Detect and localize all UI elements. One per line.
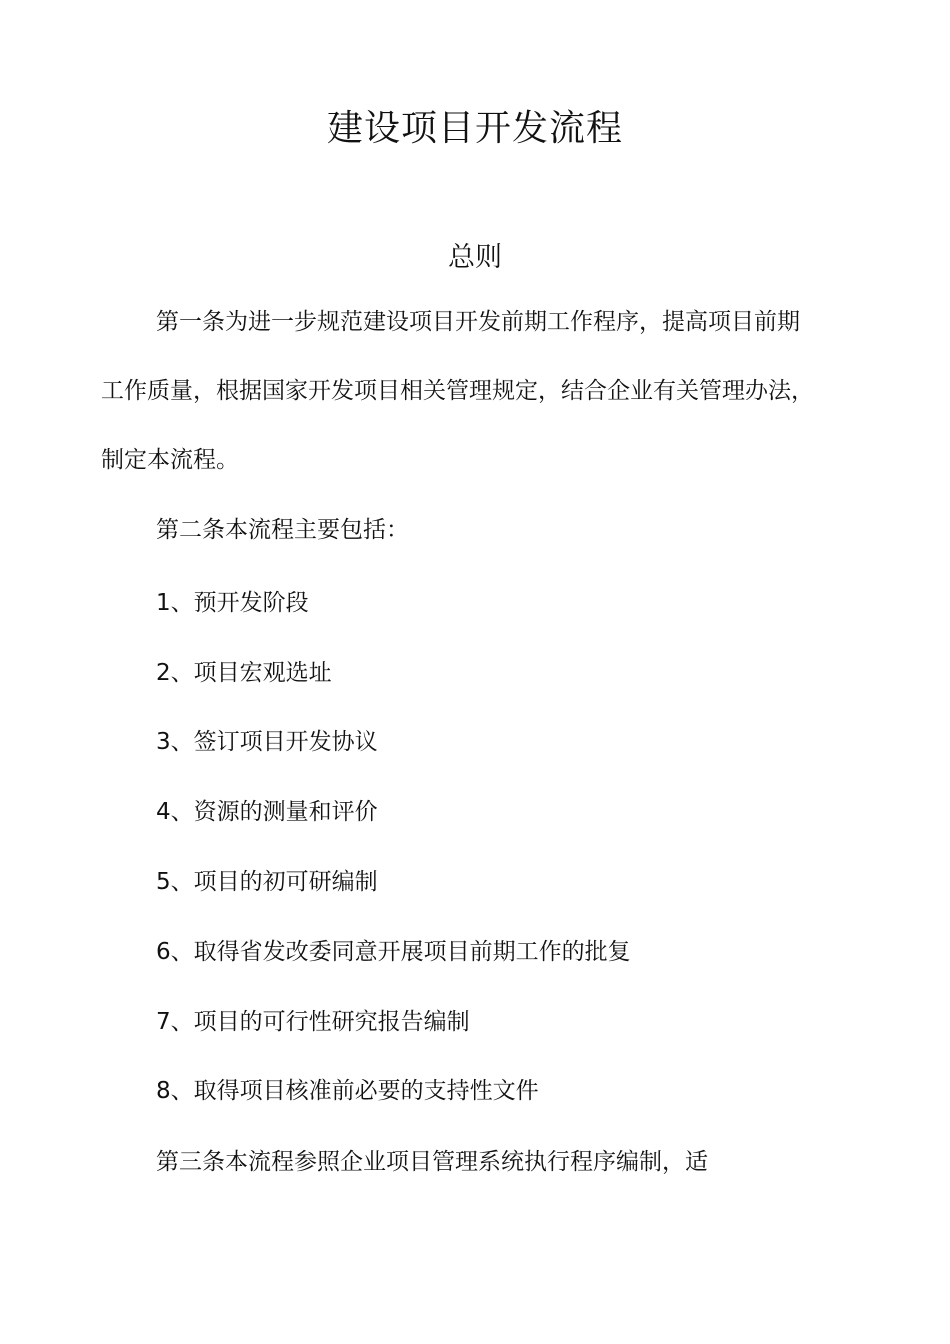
article2-intro: 第二条本流程主要包括： bbox=[156, 517, 409, 543]
list-item: 3、签订项目开发协议 bbox=[156, 729, 378, 755]
list-item: 2、项目宏观选址 bbox=[156, 660, 332, 686]
section-title: 总则 bbox=[448, 242, 502, 273]
list-item: 1、预开发阶段 bbox=[156, 590, 309, 616]
document-title: 建设项目开发流程 bbox=[326, 108, 623, 149]
list-item: 4、资源的测量和评价 bbox=[156, 799, 378, 825]
article1-line3: 制定本流程。 bbox=[101, 447, 239, 473]
article1-line1: 第一条为进一步规范建设项目开发前期工作程序，提高项目前期 bbox=[156, 309, 800, 335]
article1-line2: 工作质量，根据国家开发项目相关管理规定，结合企业有关管理办法， bbox=[101, 378, 814, 404]
list-item: 8、取得项目核准前必要的支持性文件 bbox=[156, 1078, 539, 1104]
list-item: 7、项目的可行性研究报告编制 bbox=[156, 1009, 470, 1035]
list-item: 5、项目的初可研编制 bbox=[156, 869, 378, 895]
article3-line1: 第三条本流程参照企业项目管理系统执行程序编制，适 bbox=[156, 1149, 708, 1175]
list-item: 6、取得省发改委同意开展项目前期工作的批复 bbox=[156, 939, 631, 965]
